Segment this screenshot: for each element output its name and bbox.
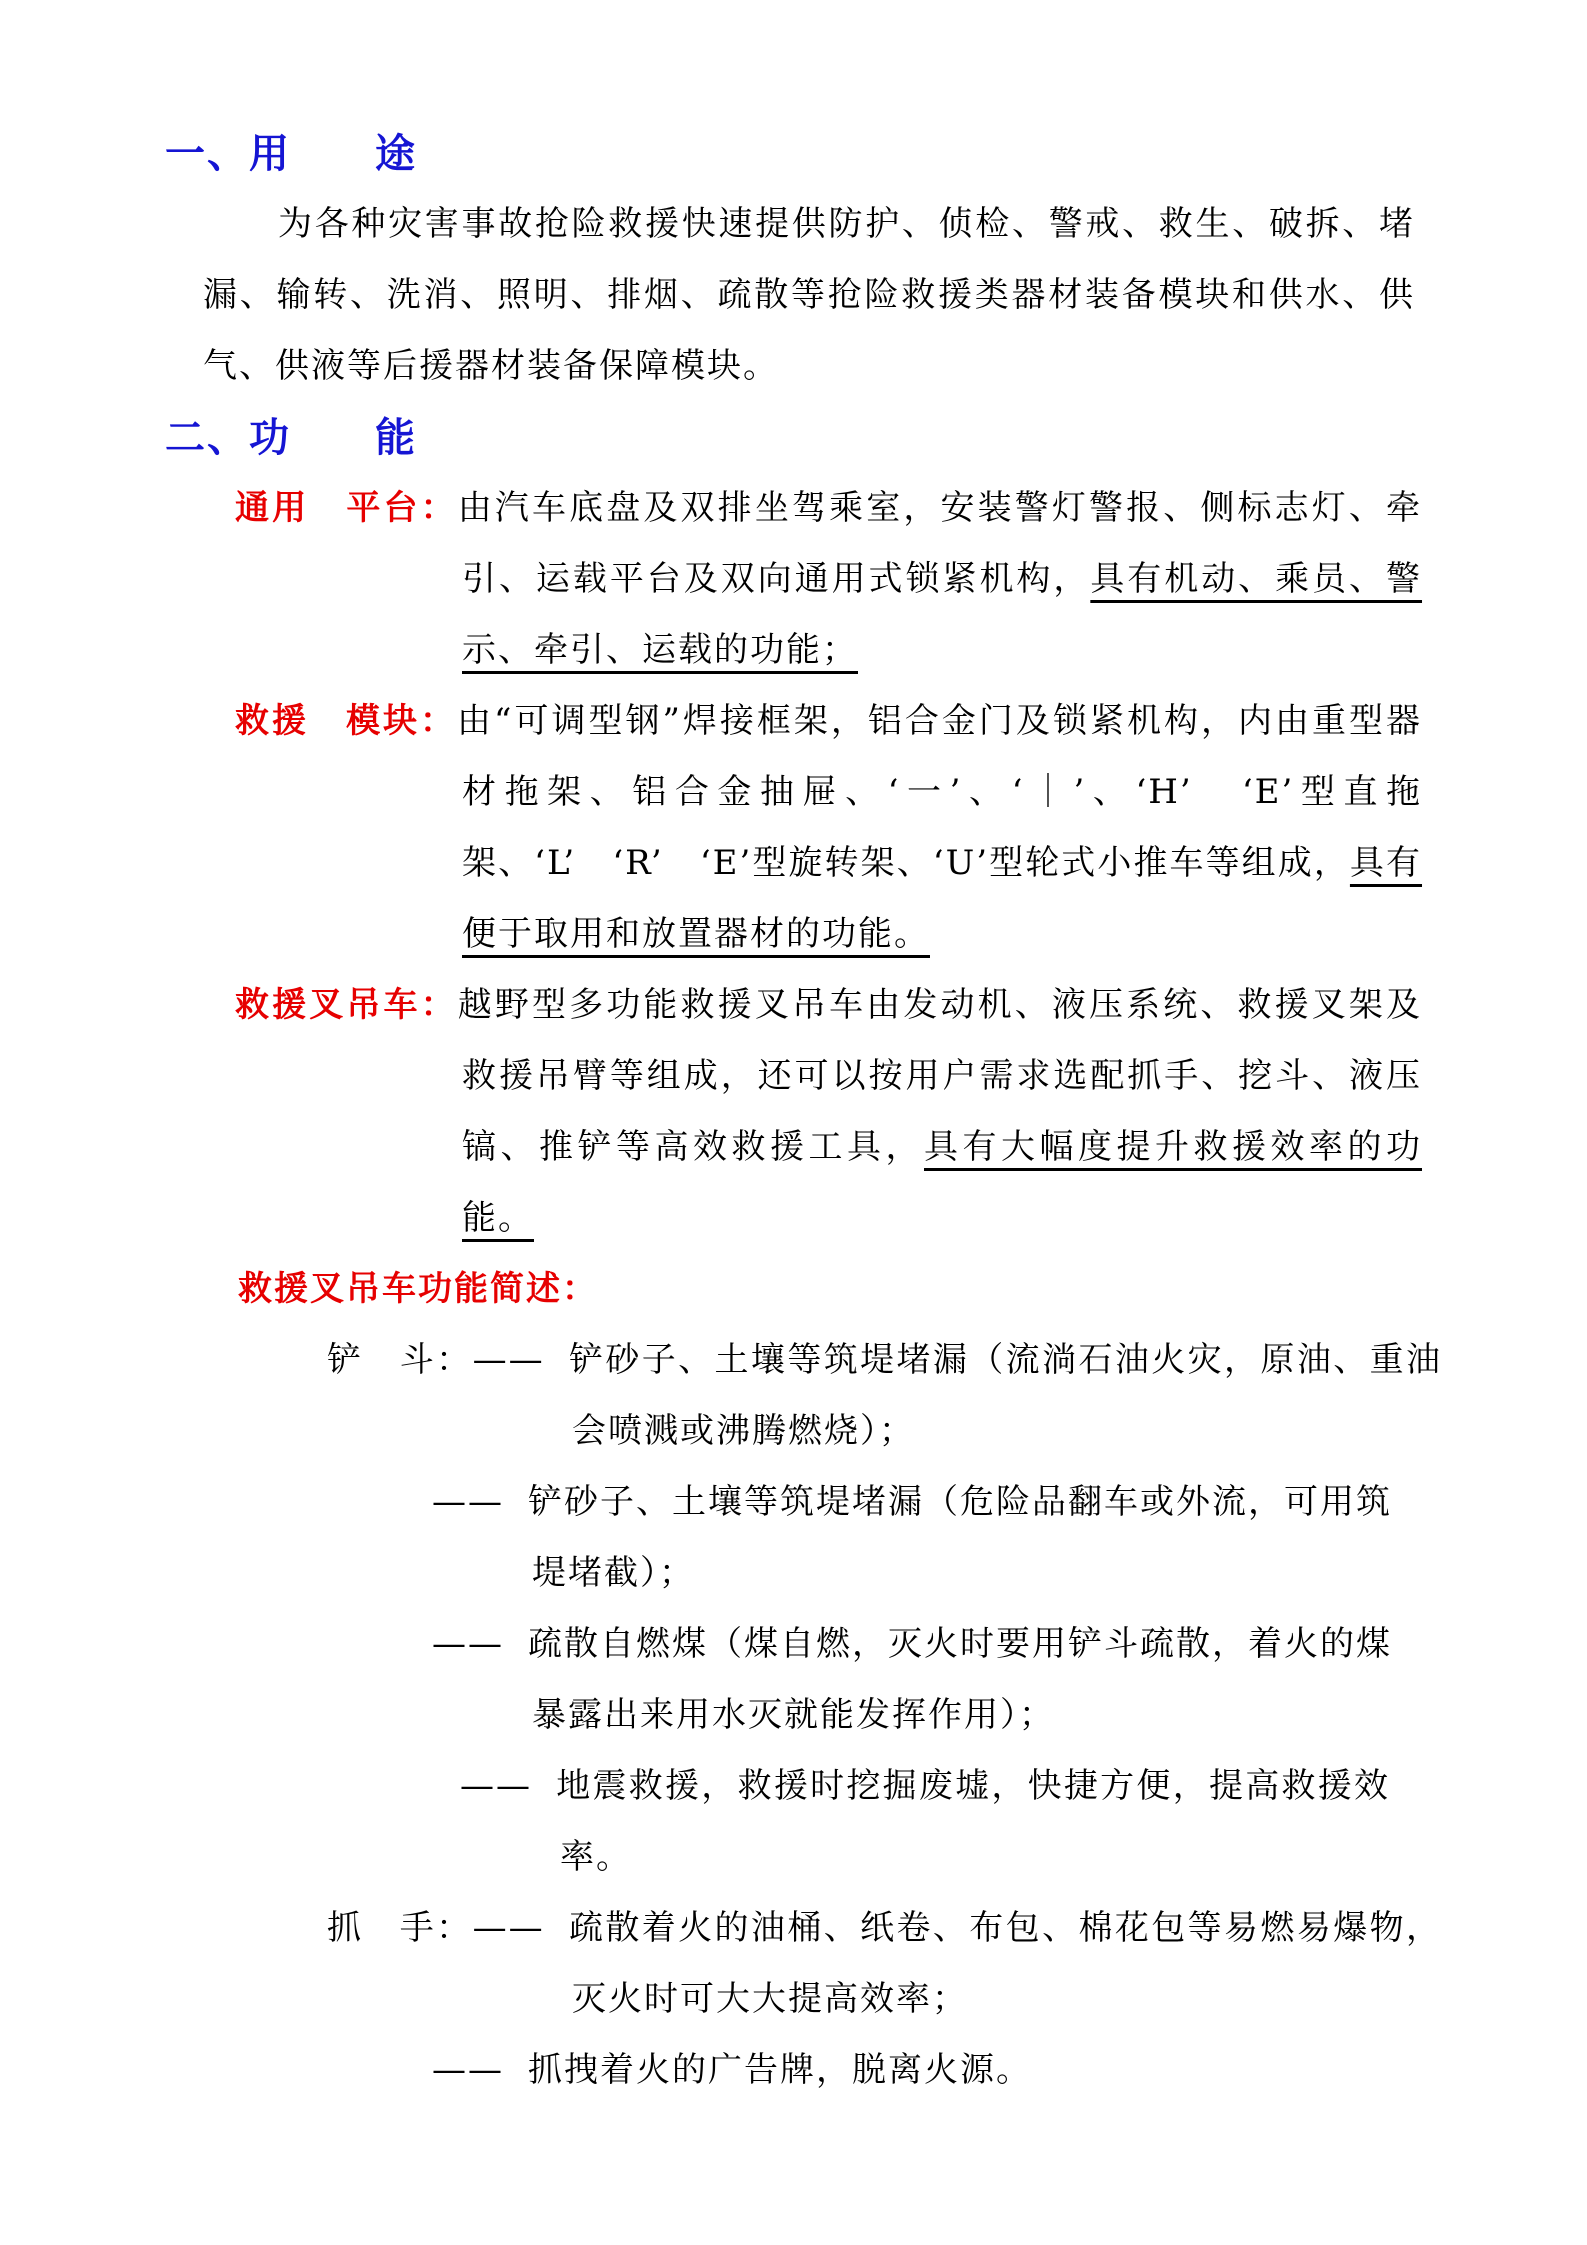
dash-item-text: 地震救援，救援时挖掘废墟，快捷方便，提高救援效率。 bbox=[556, 1766, 1390, 1877]
dash-mark: —— bbox=[432, 1624, 504, 1664]
feature-section bbox=[235, 970, 1422, 1254]
tool-section-lead bbox=[327, 1893, 1442, 2035]
dash-item-text: 铲砂子、土壤等筑堤堵漏（危险品翻车或外流，可用筑堤堵截）； bbox=[528, 1482, 1392, 1593]
dash-item bbox=[432, 1467, 1392, 1609]
dash-item bbox=[432, 1609, 1392, 1751]
text-segment: 具有便于取用和放置器材的功能。 bbox=[462, 843, 1423, 954]
dash-item-text: 铲砂子、土壤等筑堤堵漏（流淌石油火灾，原油、重油会喷溅或沸腾燃烧）； bbox=[568, 1340, 1443, 1451]
text-segment: 由汽车底盘及双排坐驾乘室，安装警灯警报、侧标志灯、牵引、运载平台及双向通用式锁紧机构， bbox=[457, 488, 1423, 599]
text-segment: 具有机动、乘员、警示、牵引、运载的功能； bbox=[462, 559, 1423, 670]
text-segment: 越野型多功能救援叉吊车由发动机、液压系统、救援叉架及救援吊臂等组成，还可以按用户需求选配抓手、挖斗、液压镐、推铲等高效救援工具， bbox=[457, 985, 1423, 1167]
dash-mark: —— bbox=[460, 1766, 532, 1806]
feature-label: 救援叉吊车： bbox=[235, 985, 458, 1025]
dash-mark: —— bbox=[472, 1340, 545, 1380]
dash-item bbox=[432, 2035, 1392, 2106]
tool-section-lead bbox=[327, 1325, 1442, 1467]
text-segment: 具有大幅度提升救援效率的功能。 bbox=[462, 1127, 1422, 1238]
tool-sections bbox=[0, 1325, 1587, 2106]
tool-label: 铲 斗： bbox=[327, 1340, 473, 1380]
feature-label: 救援 模块： bbox=[235, 701, 458, 741]
tool-label: 抓 手： bbox=[327, 1908, 473, 1948]
section-heading-purpose: 一、用 途 bbox=[165, 130, 417, 177]
sub-heading-crane-functions: 救援叉吊车功能简述： bbox=[238, 1269, 598, 1309]
intro-paragraph: 为各种灾害事故抢险救援快速提供防护、侦检、警戒、救生、破拆、堵漏、输转、洗消、照明、排烟、疏散等抢险救援类器材装备模块和供水、供气、供液等后援器材装备保障模块。 bbox=[203, 204, 1415, 386]
feature-section bbox=[235, 686, 1422, 970]
dash-mark: —— bbox=[472, 1908, 545, 1948]
section-heading-function: 二、功 能 bbox=[165, 414, 417, 461]
dash-item-text: 抓拽着火的广告牌，脱离火源。 bbox=[528, 2050, 1032, 2090]
dash-item-text: 疏散着火的油桶、纸卷、布包、棉花包等易燃易爆物，灭火时可大大提高效率； bbox=[568, 1908, 1443, 2019]
text-segment: 由“可调型钢”焊接框架，铝合金门及锁紧机构，内由重型器材拖架、铝合金抽屉、‘一’、‘｜’、‘H’ ‘E’型直拖架、‘L’ ‘R’ ‘E’型旋转架、‘U’型轮式小推车等组成， bbox=[457, 701, 1422, 883]
feature-label: 通用 平台： bbox=[235, 488, 458, 528]
feature-section bbox=[235, 473, 1422, 686]
dash-mark: —— bbox=[432, 2050, 504, 2090]
dash-item bbox=[460, 1751, 1390, 1893]
dash-mark: —— bbox=[432, 1482, 504, 1522]
feature-sections bbox=[0, 473, 1587, 1254]
dash-item-text: 疏散自燃煤（煤自燃，灭火时要用铲斗疏散，着火的煤暴露出来用水灭就能发挥作用）； bbox=[528, 1624, 1392, 1735]
